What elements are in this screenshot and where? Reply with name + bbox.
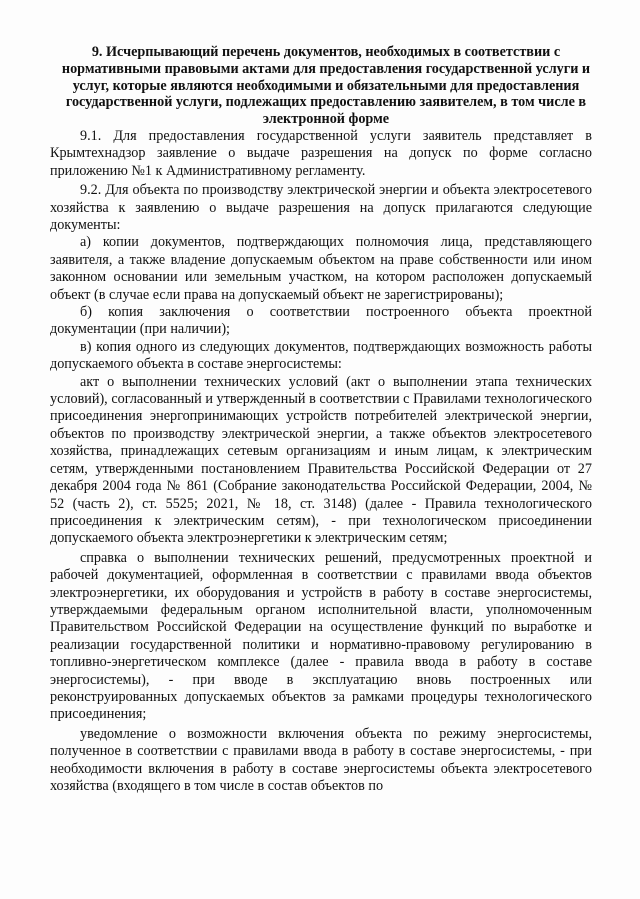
list-item-b: б) копия заключения о соответствии построенного объекта проектной документации (при наличии); bbox=[50, 304, 592, 338]
section-heading: 9. Исчерпывающий перечень документов, необходимых в соответствии с нормативными правовыми актами для предоставления государственной услуги и услуг, которые являются необходимыми и обязательными для предоставления государственной услуги, подлежащих предоставлению заявителем, в том числе в электронной форме bbox=[61, 44, 591, 128]
list-item-a: а) копии документов, подтверждающих полномочия лица, представляющего заявителя, а также владение допускаемым объектом на праве собственности или ином законном основании или земельным участком, на котором расположен допускаемый объект (в случае если права на допускаемый объект не зарегистрированы); bbox=[50, 234, 592, 303]
paragraph-spravka: справка о выполнении технических решений, предусмотренных проектной и рабочей документацией, оформленная в соответствии с правилами ввода объектов электроэнергетики, их оборудования и устройств в работу в составе энергосистемы, утверждаемыми федеральным органом исполнительной власти, уполномоченным Правительством Российской Федерации на осуществление функций по выработке и реализации государственной политики и нормативно-правовому регулированию в топливно-энергетическом комплексе (далее - правила ввода в работу в составе энергосистемы), - при вводе в эксплуатацию вновь построенных или реконструированных допускаемых объектов за рамками процедуры технологического присоединения; bbox=[50, 549, 592, 723]
list-item-v: в) копия одного из следующих документов, подтверждающих возможность работы допускаемого объекта в составе энергосистемы: bbox=[50, 338, 592, 373]
paragraph-uvedomlenie: уведомление о возможности включения объекта по режиму энергосистемы, полученное в соответствии с правилами ввода в работу в составе энергосистемы, - при необходимости включения в работу в составе энергосистемы объекта электросетевого хозяйства (входящего в том числе в состав объектов по bbox=[50, 725, 592, 795]
paragraph-9-2: 9.2. Для объекта по производству электрической энергии и объекта электросетевого хозяйства к заявлению о выдаче разрешения на допуск прилагаются следующие документы: bbox=[50, 182, 592, 234]
paragraph-9-1: 9.1. Для предоставления государственной услуги заявитель представляет в Крымтехнадзор заявление о выдаче разрешения на допуск по форме согласно приложению №1 к Административному регламенту. bbox=[50, 127, 592, 179]
document-body bbox=[50, 44, 592, 795]
paragraph-act: акт о выполнении технических условий (акт о выполнении этапа технических условий), согласованный и утвержденный в соответствии с Правилами технологического присоединения энергопринимающих устройств потребителей электрической энергии, объектов по производству электрической энергии, а также объектов электросетевого хозяйства, принадлежащих сетевым организациям и иным лицам, к электрическим сетям, утвержденными постановлением Правительства Российской Федерации от 27 декабря 2004 года № 861 (Собрание законодательства Российской Федерации, 2004, № 52 (часть 2), ст. 5525; 2021, № 18, ст. 3148) (далее - Правила технологического присоединения к электрическим сетям), - при технологическом присоединении допускаемого объекта электроэнергетики к электрическим сетям; bbox=[50, 373, 592, 547]
